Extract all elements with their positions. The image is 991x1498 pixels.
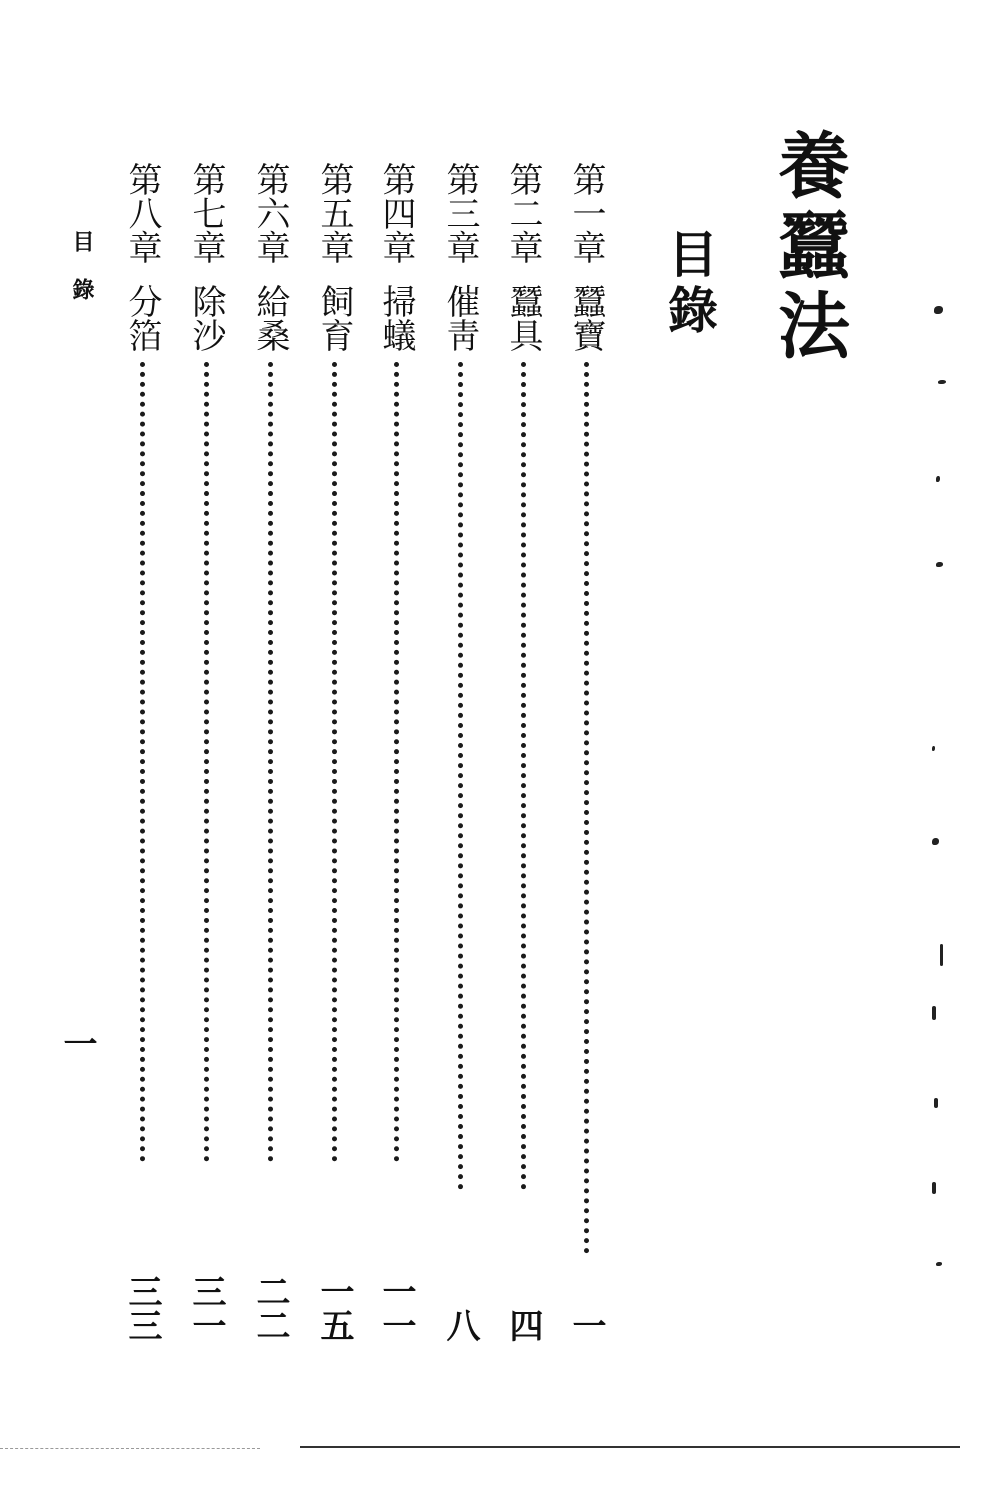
chapter-title: 蠶寶	[566, 284, 606, 352]
chapter-title: 除沙	[186, 284, 226, 352]
chapter-title: 催靑	[440, 284, 480, 352]
binding-hole-mark	[932, 1006, 936, 1020]
chapter-number: 第一章	[566, 162, 606, 264]
toc-entry-chapter-3[interactable]	[440, 162, 480, 1342]
dot-leader	[140, 362, 145, 1162]
toc-entry-chapter-8[interactable]	[122, 162, 162, 1342]
dot-leader	[204, 362, 209, 1162]
chapter-title: 分箔	[122, 284, 162, 352]
chapter-title: 蠶具	[503, 284, 543, 352]
toc-entry-chapter-7[interactable]	[186, 162, 226, 1342]
toc-entry-chapter-5[interactable]	[314, 162, 354, 1342]
page-number: 一	[566, 1308, 606, 1342]
toc-entry-chapter-1[interactable]	[566, 162, 606, 1342]
page-number: 三三	[122, 1274, 162, 1342]
margin-section-label: 目錄	[69, 230, 94, 326]
chapter-title: 掃蟻	[376, 284, 416, 352]
page-number: 八	[440, 1308, 480, 1342]
binding-hole-mark	[934, 1098, 938, 1108]
chapter-title: 給桑	[250, 284, 290, 352]
chapter-number: 第八章	[122, 162, 162, 264]
dot-leader	[458, 362, 463, 1190]
page-number: 二二	[250, 1274, 290, 1342]
dot-leader	[394, 362, 399, 1162]
chapter-number: 第三章	[440, 162, 480, 264]
binding-hole-mark	[936, 1262, 942, 1266]
binding-hole-mark	[936, 476, 940, 482]
chapter-title: 飼育	[314, 284, 354, 352]
page-number: 四	[503, 1308, 543, 1342]
toc-entry-chapter-4[interactable]	[376, 162, 416, 1342]
dot-leader	[584, 362, 589, 1254]
bottom-rule-faint	[0, 1448, 260, 1449]
bottom-rule	[300, 1446, 960, 1448]
binding-hole-mark	[934, 306, 943, 314]
binding-hole-mark	[932, 746, 935, 751]
toc-entry-chapter-6[interactable]	[250, 162, 290, 1342]
toc-entry-chapter-2[interactable]	[503, 162, 543, 1342]
binding-hole-mark	[938, 380, 946, 384]
dot-leader	[521, 362, 526, 1190]
chapter-number: 第二章	[503, 162, 543, 264]
page-number: 三一	[186, 1274, 226, 1342]
binding-hole-mark	[940, 944, 943, 966]
binding-hole-mark	[936, 562, 943, 567]
page-number: 一五	[314, 1274, 354, 1342]
page-number: 一一	[376, 1274, 416, 1342]
toc-heading: 目錄	[660, 228, 718, 340]
binding-hole-mark	[932, 1182, 936, 1194]
folio-page-number: 一	[57, 1026, 97, 1060]
dot-leader	[268, 362, 273, 1162]
binding-hole-mark	[932, 838, 939, 845]
chapter-number: 第七章	[186, 162, 226, 264]
chapter-number: 第四章	[376, 162, 416, 264]
book-title: 養蠶法	[766, 128, 851, 368]
chapter-number: 第六章	[250, 162, 290, 264]
dot-leader	[332, 362, 337, 1162]
chapter-number: 第五章	[314, 162, 354, 264]
